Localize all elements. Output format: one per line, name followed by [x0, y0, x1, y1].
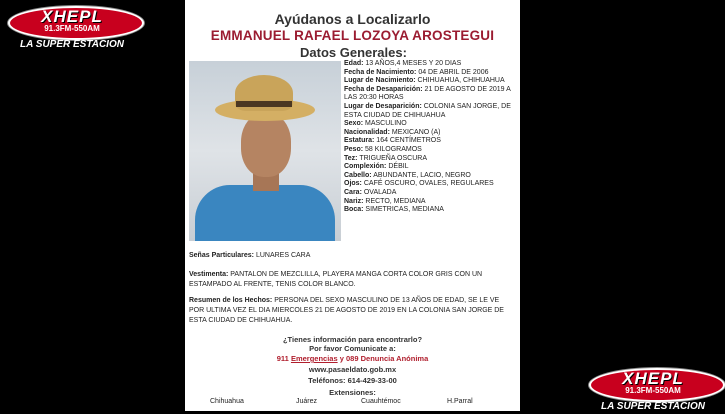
- emergency-line: [185, 354, 520, 363]
- website-link[interactable]: www.pasaeldato.gob.mx: [308, 365, 397, 374]
- field-row: [344, 69, 516, 78]
- station-logo: [583, 366, 723, 414]
- field-label: Resumen de los Hechos:: [189, 297, 273, 304]
- logo-call-sign: XHEPL: [622, 369, 684, 388]
- poster-heading: Ayúdanos a Localizarlo: [274, 11, 431, 27]
- anon-label: Denuncia Anónima: [360, 354, 429, 363]
- field-row: [344, 163, 516, 172]
- field-label: Lugar de Desaparición:: [344, 102, 422, 110]
- field-label: Ojos:: [344, 180, 362, 188]
- field-value: MASCULINO: [365, 120, 407, 128]
- field-label: Estatura:: [344, 137, 375, 145]
- missing-person-poster: [185, 0, 520, 411]
- field-label: Peso:: [344, 145, 364, 153]
- field-value: RECTO, MEDIANA: [365, 197, 426, 205]
- field-label: Señas Particulares:: [189, 252, 254, 259]
- phone-line: Teléfonos: 614-429-33-00: [308, 376, 397, 385]
- city-label: Chihuahua: [210, 398, 244, 405]
- field-row: [344, 206, 516, 215]
- field-value: 164 CENTÍMETROS: [376, 137, 441, 145]
- field-label: Fecha de Nacimiento:: [344, 68, 417, 76]
- field-label: Cara:: [344, 188, 362, 196]
- field-value: 13 AÑOS,4 MESES Y 20 DIAS: [365, 60, 462, 67]
- field-value: DÉBIL: [388, 163, 409, 171]
- field-row: [344, 60, 516, 69]
- logo-frequency: 91.3FM-550AM: [625, 386, 681, 395]
- field-value: 58 KILOGRAMOS: [365, 145, 422, 153]
- person-name: EMMANUEL RAFAEL LOZOYA AROSTEGUI: [210, 28, 495, 43]
- field-label: Complexión:: [344, 163, 387, 171]
- field-row: [344, 137, 516, 146]
- field-label: Fecha de Desaparición:: [344, 85, 423, 93]
- field-value: CAFÉ OSCURO, OVALES, REGULARES: [363, 180, 494, 188]
- field-label: Lugar de Nacimiento:: [344, 77, 416, 85]
- person-photo: [189, 61, 341, 241]
- field-row: [344, 155, 516, 164]
- field-row: [344, 180, 516, 189]
- field-value: COLONIA SAN JORGE, DE ESTA CIUDAD DE CHIHUAHUA: [344, 102, 511, 119]
- anon-number: y 089: [339, 354, 359, 363]
- clothing: [189, 270, 515, 290]
- emergency-number: 911: [276, 354, 289, 363]
- field-value: TRIGUEÑA OSCURA: [359, 154, 427, 162]
- city-label: H.Parral: [447, 398, 473, 405]
- field-value: 21 DE AGOSTO DE 2019 A LAS 20:30 HORAS: [344, 85, 511, 102]
- city-label: Cuauhtémoc: [361, 398, 401, 405]
- field-value: OVALADA: [363, 188, 397, 196]
- field-row: [344, 198, 516, 207]
- field-label: Cabello:: [344, 171, 372, 179]
- field-row: [344, 146, 516, 155]
- field-label: Tez:: [344, 154, 358, 162]
- logo-tagline: LA SUPER ESTACION: [20, 39, 124, 50]
- field-value: PERSONA DEL SEXO MASCULINO DE 13 AÑOS DE EDAD, SE LE VE POR ULTIMA VEZ EL DIA MIERCOLES 21 DE AGOSTO DE 2019 EN LA COLONIA SAN JORGE DE ESTA CIUDAD DE CHIHUAHUA.: [189, 297, 504, 324]
- field-label: Edad:: [344, 60, 364, 67]
- field-value: PANTALON DE MEZCLILLA, PLAYERA MANGA CORTA COLOR GRIS CON UN ESTAMPADO AL FRENTE, TENIS COLOR BLANCO.: [189, 271, 483, 288]
- general-data-list: [344, 60, 516, 215]
- field-row: [344, 189, 516, 198]
- field-value: MEXICANO (A): [391, 128, 441, 136]
- logo-frequency: 91.3FM-550AM: [44, 24, 100, 33]
- contact-please: Por favor Comunicate a:: [309, 344, 396, 353]
- station-logo: [2, 4, 142, 52]
- field-label: Boca:: [344, 206, 364, 214]
- field-label: Nariz:: [344, 197, 364, 205]
- field-row: [344, 103, 516, 120]
- emergency-link[interactable]: Emergencias: [290, 354, 338, 363]
- field-value: SIMETRICAS, MEDIANA: [365, 206, 444, 214]
- field-row: [344, 120, 516, 129]
- logo-call-sign: XHEPL: [41, 7, 103, 26]
- field-value: 04 DE ABRIL DE 2006: [418, 68, 489, 76]
- logo-tagline: LA SUPER ESTACION: [601, 401, 705, 412]
- field-value: LUNARES CARA: [255, 252, 311, 259]
- field-value: CHIHUAHUA, CHIHUAHUA: [417, 77, 505, 85]
- field-label: Sexo:: [344, 120, 364, 128]
- city-label: Juárez: [296, 398, 318, 405]
- field-label: Vestimenta:: [189, 271, 229, 278]
- field-row: [344, 77, 516, 86]
- facts-summary: [189, 296, 515, 326]
- distinguishing-marks: [189, 251, 515, 261]
- field-label: Nacionalidad:: [344, 128, 390, 136]
- extensions-label: Extensiones:: [329, 388, 376, 397]
- field-value: ABUNDANTE, LACIO, NEGRO: [373, 171, 471, 179]
- contact-question: ¿Tienes información para encontrarlo?: [282, 335, 423, 344]
- section-title: Datos Generales:: [300, 45, 407, 60]
- field-row: [344, 86, 516, 103]
